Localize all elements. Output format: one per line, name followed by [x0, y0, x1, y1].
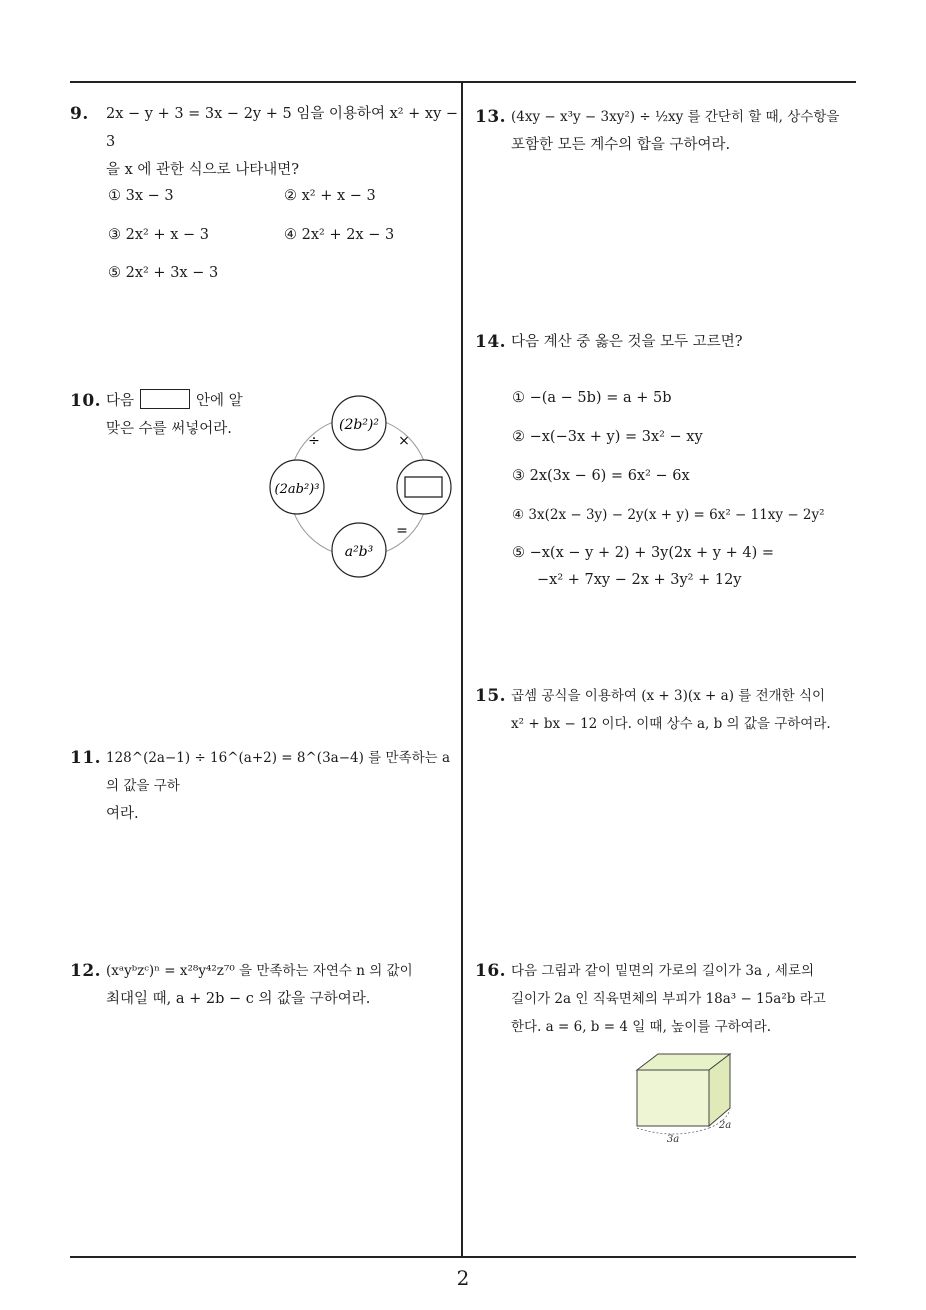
question-15	[475, 682, 865, 738]
op-divide: ÷	[308, 433, 320, 449]
question-number: 16.	[475, 961, 507, 981]
question-10	[70, 387, 270, 443]
q14-option-1[interactable]: ① −(a − 5b) = a + 5b	[512, 390, 672, 406]
q9-option-5[interactable]: ⑤ 2x² + 3x − 3	[108, 265, 219, 281]
question-number: 14.	[475, 332, 507, 352]
q10-cycle-diagram	[262, 395, 462, 585]
q16-cuboid-figure	[625, 1048, 755, 1148]
q14-option-5-cont: −x² + 7xy − 2x + 3y² + 12y	[537, 572, 742, 588]
q14-option-2[interactable]: ② −x(−3x + y) = 3x² − xy	[512, 429, 703, 445]
question-number: 13.	[475, 107, 507, 127]
op-equals: =	[396, 523, 408, 539]
q9-option-1[interactable]: ① 3x − 3	[108, 188, 174, 204]
question-text: (xᵃyᵇzᶜ)ⁿ = x²⁸y⁴²z⁷⁰ 을 만족하는 자연수 n 의 값이 최대일 때, a + 2b − c 의 값을 구하여라.	[106, 963, 413, 1007]
node-left-label: (2ab²)³	[274, 482, 320, 497]
question-text: 다음 계산 중 옳은 것을 모두 고르면?	[511, 334, 743, 350]
question-number: 15.	[475, 686, 507, 706]
question-number: 11.	[70, 748, 102, 768]
q9-option-2[interactable]: ② x² + x − 3	[284, 188, 376, 204]
node-top-label: (2b²)²	[338, 417, 380, 433]
question-text: 2x − y + 3 = 3x − 2y + 5 임을 이용하여 x² + xy − 3 을 x 에 관한 식으로 나타내면?	[106, 106, 459, 178]
question-14	[475, 328, 865, 356]
q9-option-4[interactable]: ④ 2x² + 2x − 3	[284, 227, 395, 243]
q14-option-3[interactable]: ③ 2x(3x − 6) = 6x² − 6x	[512, 468, 690, 484]
question-11	[70, 744, 460, 828]
cuboid-front	[637, 1070, 709, 1126]
question-text: 곱셈 공식을 이용하여 (x + 3)(x + a) 를 전개한 식이 x² + bx − 12 이다. 이때 상수 a, b 의 값을 구하여라.	[511, 688, 831, 732]
column-divider	[461, 81, 463, 1258]
question-text: (4xy − x³y − 3xy²) ÷ ½xy 를 간단히 할 때, 상수항을 포함한 모든 계수의 합을 구하여라.	[511, 109, 840, 153]
depth-label: 2a	[718, 1120, 732, 1131]
question-number: 9.	[70, 104, 89, 124]
question-text: 다음 그림과 같이 밑면의 가로의 길이가 3a , 세로의 길이가 2a 인 직육면체의 부피가 18a³ − 15a²b 라고 한다. a = 6, b = 4 일 때, 높이를 구하여라.	[511, 963, 826, 1035]
top-rule	[70, 81, 856, 83]
q14-option-5[interactable]: ⑤ −x(x − y + 2) + 3y(2x + y + 4) =	[512, 545, 774, 561]
question-number: 12.	[70, 961, 102, 981]
q9-option-3[interactable]: ③ 2x² + x − 3	[108, 227, 209, 243]
q14-option-4[interactable]: ④ 3x(2x − 3y) − 2y(x + y) = 6x² − 11xy − 2y²	[512, 507, 825, 523]
question-text: 다음 안에 알 맞은 수를 써넣어라.	[106, 387, 270, 443]
question-12	[70, 957, 460, 1013]
question-16	[475, 957, 865, 1041]
question-13	[475, 103, 865, 159]
question-text: 128^(2a−1) ÷ 16^(a+2) = 8^(3a−4) 를 만족하는 a 의 값을 구하 여라.	[106, 750, 451, 822]
width-label: 3a	[666, 1134, 680, 1145]
page-number: 2	[456, 1266, 470, 1290]
node-bottom-label: a²b³	[344, 544, 374, 560]
op-multiply: ×	[398, 433, 410, 449]
question-9	[70, 100, 460, 184]
bottom-rule	[70, 1256, 856, 1258]
answer-box	[405, 477, 442, 497]
answer-blank-box	[140, 389, 190, 409]
question-number: 10.	[70, 391, 102, 411]
